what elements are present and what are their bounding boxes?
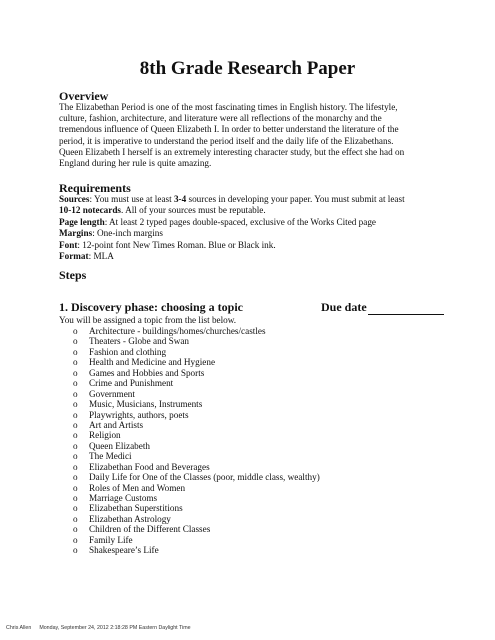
footer-author: Chris Allen [6, 625, 32, 631]
discovery-phase-heading [59, 300, 439, 315]
topic-list-item [73, 472, 320, 482]
due-date [321, 300, 444, 315]
topic-list-item [73, 514, 320, 524]
overview-heading: Overview [59, 89, 109, 103]
overview-line: culture, fashion, architecture, and literature were all reflections of the monarchy and the [59, 113, 382, 124]
notecards-count: 10-12 notecards [59, 205, 122, 216]
margins-label: Margins [59, 228, 93, 239]
requirement-page-length [59, 217, 405, 228]
topic-list-item [73, 336, 320, 346]
topic-list-item [73, 441, 320, 451]
sources-count: 3-4 [173, 194, 187, 204]
topic-list-item [73, 378, 320, 388]
topic-list-item [73, 545, 320, 555]
topic-list-item [73, 535, 320, 545]
topic-list-item [73, 399, 320, 409]
margins-text: : One-inch margins [92, 228, 163, 239]
topic-label: The Medici [89, 451, 132, 462]
topic-label: Shakespeare’s Life [89, 545, 159, 556]
topic-list-item [73, 410, 320, 420]
bullet-icon: o [73, 378, 78, 389]
bullet-icon: o [73, 388, 78, 399]
topic-list-item [73, 493, 320, 503]
overview-line: period, it is imperative to understand the period itself and the daily life of the Elizabethans. [59, 135, 394, 146]
topic-list-item [73, 357, 320, 367]
font-label: Font [59, 239, 78, 250]
requirement-sources [59, 194, 405, 205]
topic-label: Marriage Customs [89, 493, 158, 503]
topic-label: Architecture - buildings/homes/churches/castles [89, 326, 266, 336]
topic-list-item [73, 503, 320, 513]
bullet-icon: o [73, 451, 78, 462]
format-label: Format [59, 251, 89, 262]
sources-text-2: sources in developing your paper. You must submit at least [186, 194, 405, 204]
topic-list-item [73, 451, 320, 461]
bullet-icon: o [73, 409, 78, 420]
requirements-list [59, 194, 405, 262]
page-length-label: Page length [59, 216, 105, 227]
topic-list-item [73, 524, 320, 534]
topic-label: Theaters - Globe and Swan [89, 336, 190, 347]
topic-label: Government [89, 388, 135, 399]
topic-label: Elizabethan Food and Beverages [89, 461, 210, 472]
footer-timestamp: Monday, September 24, 2012 2:18:28 PM Eastern Daylight Time [39, 625, 191, 631]
bullet-icon: o [73, 524, 78, 535]
font-text: : 12-point font New Times Roman. Blue or Black ink. [77, 239, 276, 250]
topic-list-item [73, 420, 320, 430]
requirements-heading: Requirements [59, 181, 131, 195]
bullet-icon: o [73, 419, 78, 430]
bullet-icon: o [73, 493, 78, 503]
topic-label: Fashion and clothing [89, 346, 167, 357]
topic-intro: You will be assigned a topic from the list below. [59, 315, 237, 325]
bullet-icon: o [73, 503, 78, 514]
topic-label: Queen Elizabeth [89, 440, 150, 451]
topic-label: Religion [89, 430, 121, 441]
topic-label: Games and Hobbies and Sports [89, 367, 205, 378]
topic-list-item [73, 430, 320, 440]
topic-label: Playwrights, authors, poets [89, 409, 189, 420]
requirement-format [59, 251, 405, 262]
topic-list-item [73, 326, 320, 336]
overview-line: Queen Elizabeth I herself is an extremely interesting character study, but the effect she had on [59, 146, 405, 157]
topic-list-item [73, 462, 320, 472]
due-date-blank-line [368, 302, 444, 315]
bullet-icon: o [73, 346, 78, 357]
requirement-font [59, 240, 405, 251]
sources-text: : You must use at least [89, 194, 174, 204]
notecards-text: . All of your sources must be reputable. [121, 205, 266, 216]
bullet-icon: o [73, 440, 78, 451]
bullet-icon: o [73, 357, 78, 368]
topic-list-item [73, 368, 320, 378]
topic-label: Health and Medicine and Hygiene [89, 357, 216, 368]
overview-line: England during her rule is quite amazing. [59, 158, 212, 169]
bullet-icon: o [73, 367, 78, 378]
bullet-icon: o [73, 472, 78, 483]
format-text: : MLA [88, 251, 114, 262]
topic-label: Daily Life for One of the Classes (poor, middle class, wealthy) [89, 472, 320, 483]
overview-line: tremendous influence of Queen Elizabeth I. In order to better understand the literature of the [59, 124, 399, 135]
page-title: 8th Grade Research Paper [139, 58, 356, 79]
topic-label: Art and Artists [89, 419, 144, 430]
topic-list-item [73, 483, 320, 493]
topic-label: Crime and Punishment [89, 378, 174, 389]
discovery-title: 1. Discovery phase: choosing a topic [59, 300, 243, 314]
topic-list-item [73, 347, 320, 357]
bullet-icon: o [73, 461, 78, 472]
print-footer [6, 625, 191, 631]
overview-line: The Elizabethan Period is one of the most fascinating times in English history. The lifestyle, [59, 102, 398, 112]
topic-label: Elizabethan Astrology [89, 513, 171, 524]
topic-label: Roles of Men and Women [89, 482, 186, 493]
topic-label: Children of the Different Classes [89, 524, 211, 535]
bullet-icon: o [73, 534, 78, 545]
bullet-icon: o [73, 482, 78, 493]
steps-heading: Steps [59, 268, 87, 282]
page-length-text: : At least 2 typed pages double-spaced, exclusive of the Works Cited page [104, 216, 377, 227]
bullet-icon: o [73, 545, 78, 556]
topic-list [73, 326, 320, 556]
requirement-notecards [59, 205, 405, 216]
bullet-icon: o [73, 430, 78, 441]
sources-label: Sources [59, 194, 90, 204]
topic-list-item [73, 389, 320, 399]
overview-paragraph [59, 102, 439, 169]
bullet-icon: o [73, 513, 78, 524]
requirement-margins [59, 228, 405, 239]
bullet-icon: o [73, 399, 78, 410]
due-date-label: Due date [321, 300, 367, 314]
bullet-icon: o [73, 336, 78, 347]
bullet-icon: o [73, 326, 78, 336]
topic-label: Elizabethan Superstitions [89, 503, 183, 514]
topic-label: Family Life [89, 534, 133, 545]
topic-label: Music, Musicians, Instruments [89, 399, 203, 410]
